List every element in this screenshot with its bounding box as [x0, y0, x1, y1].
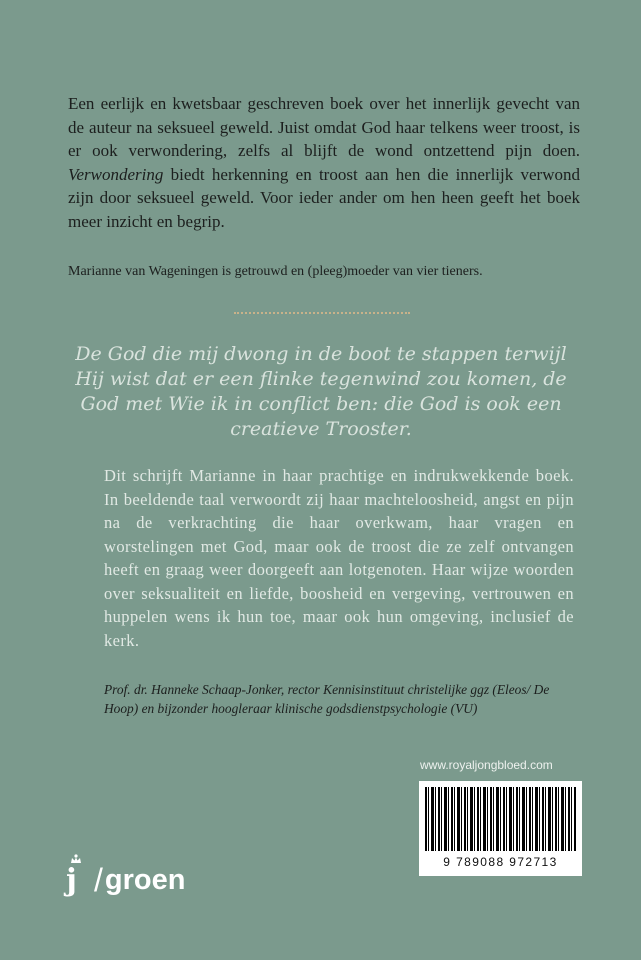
endorsement-attribution: Prof. dr. Hanneke Schaap-Jonker, rector Kennisinstituut christelijke ggz (Eleos/ De Hoop) en bijzonder hoogleraar klinische godsdienstpsychologie (VU) [104, 682, 550, 716]
description-part-2: biedt herkenning en troost aan hen die innerlijk verwond zijn door seksueel geweld. Voor ieder ander om hen heen geeft het boek meer inzicht en begrip. [68, 164, 580, 231]
barcode-bars [425, 787, 576, 851]
pull-quote: De God die mij dwong in de boot te stappen terwijl Hij wist dat er een flinke tegenwind zou komen, de God met Wie ik in conflict ben: die God is ook een creatieve Trooster. [75, 343, 567, 440]
book-title-italic: Verwondering [68, 164, 164, 184]
description-part-1: Een eerlijk en kwetsbaar geschreven boek over het innerlijk gevecht van de auteur na seksueel geweld. Juist omdat God haar telkens weer troost, is er ook verwondering, zelfs al blijft de wond ontzettend pijn doen. [68, 94, 580, 160]
isbn-barcode [419, 781, 582, 876]
book-description [68, 92, 580, 233]
author-bio: Marianne van Wageningen is getrouwd en (pleeg)moeder van vier tieners. [68, 264, 483, 279]
endorsement-text: Dit schrijft Marianne in haar prachtige en indrukwekkende boek. In beeldende taal verwoordt zij haar machteloosheid, angst en pijn na de verkrachting die haar overkwam, haar vragen en worstelingen met God, maar ook de troost die ze zelf ontvangen heeft en graag weer doorgeeft aan lotgenoten. Haar wijze woorden over seksualiteit en liefde, boosheid en vergeving, vertrouwen en huppelen wens ik hun toe, maar ook hun omgeving, inclusief de kerk. [104, 466, 574, 650]
dotted-divider [234, 312, 410, 314]
publisher-website: www.royaljongbloed.com [420, 758, 553, 772]
publisher-name: groen [104, 864, 186, 896]
logo-mark [66, 854, 92, 900]
logo-letter: j [66, 863, 77, 898]
isbn-number: 9 789088 972713 [443, 855, 558, 869]
logo-slash: / [94, 862, 103, 898]
publisher-logo [66, 852, 185, 900]
